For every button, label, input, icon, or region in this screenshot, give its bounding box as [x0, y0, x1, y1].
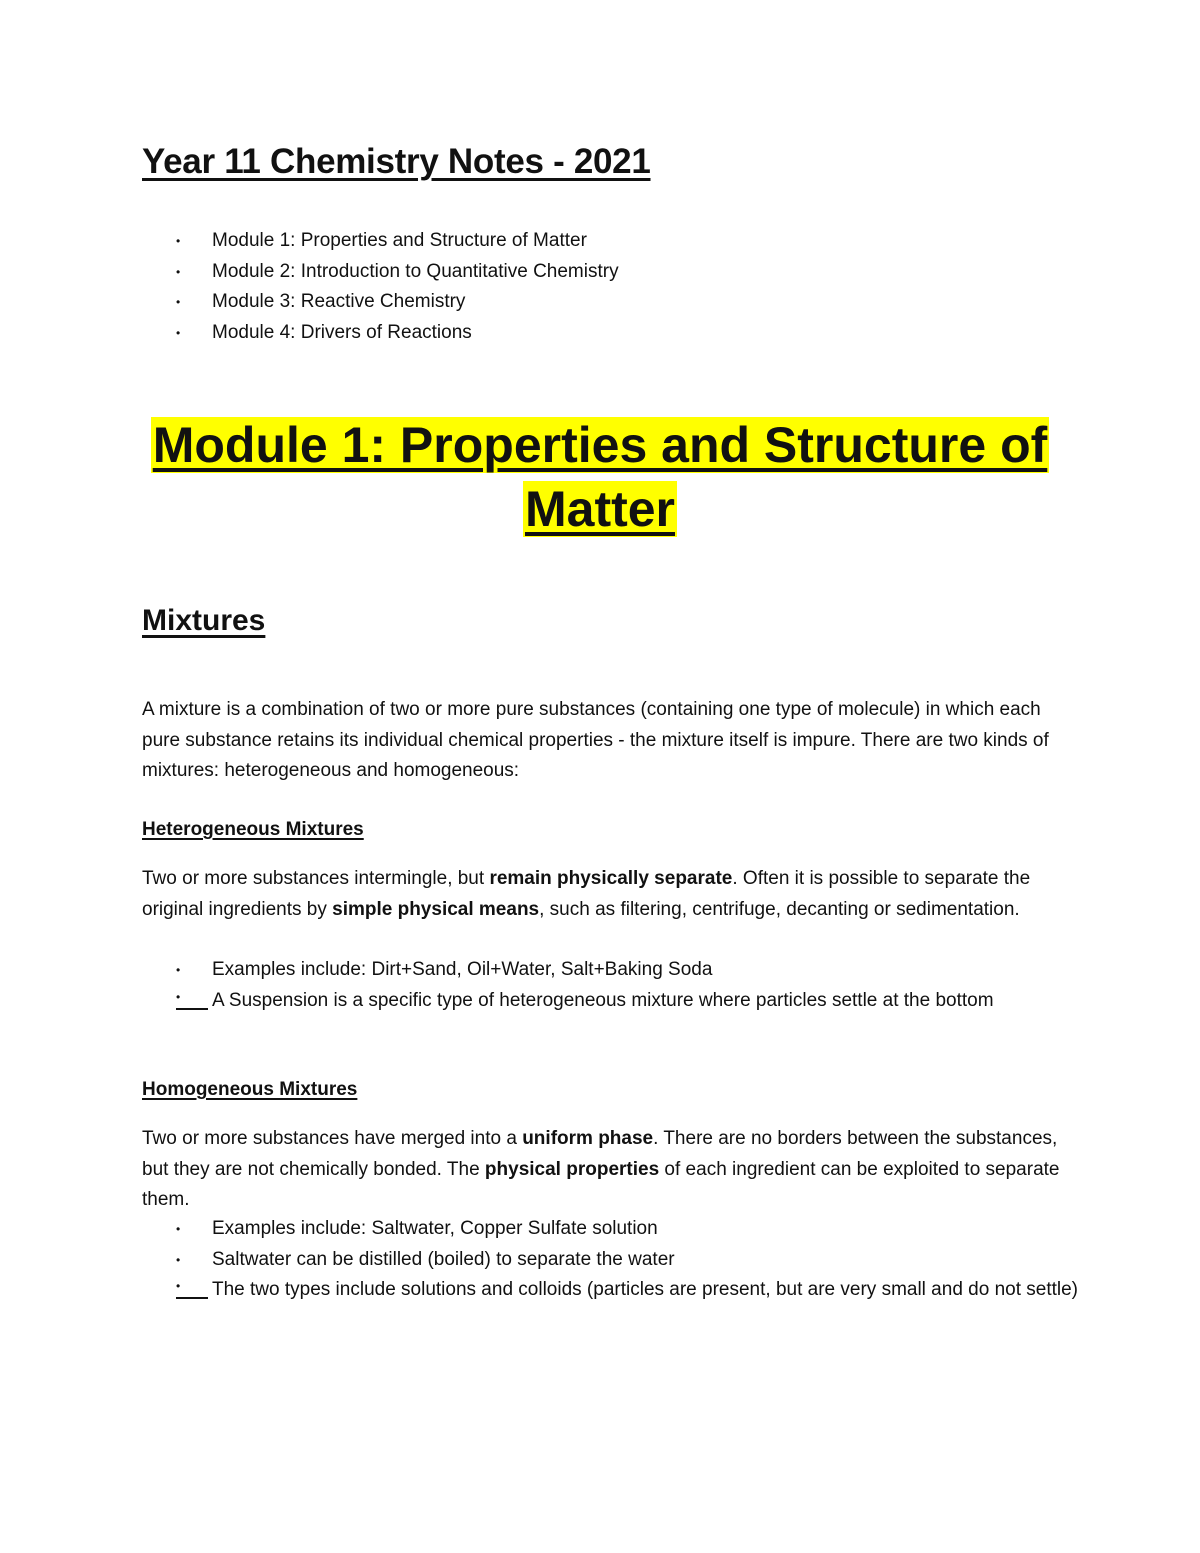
homogeneous-paragraph: Two or more substances have merged into a uniform phase. There are no borders between the substances, but they are not chemically bonded. The physical properties of each ingredient can be exploited to separate them.	[142, 1128, 1060, 1210]
toc-item: • Module 1: Properties and Structure of Matter	[142, 226, 619, 257]
bullet-icon: •	[176, 1275, 208, 1299]
bullet-icon: •	[176, 325, 181, 340]
heterogeneous-heading: Heterogeneous Mixtures	[142, 819, 364, 840]
document-title: Year 11 Chemistry Notes - 2021	[142, 142, 651, 181]
module-heading-line2: Matter	[524, 481, 676, 537]
homogeneous-bullets	[142, 1214, 1079, 1306]
bullet-icon: •	[176, 1222, 181, 1236]
list-item: • A Suspension is a specific type of heterogeneous mixture where particles settle at the bottom	[142, 986, 1062, 1017]
bullet-icon: •	[176, 234, 181, 248]
heterogeneous-paragraph: Two or more substances intermingle, but remain physically separate. Often it is possible to separate the original ingredients by simple physical means, such as filtering, centrifuge, decanting or sedimentation.	[142, 868, 1031, 920]
mixtures-intro: A mixture is a combination of two or more pure substances (containing one type of molecule) in which each pure substance retains its individual chemical properties - the mixture itself is impure. There are two kinds of mixtures: heterogeneous and homogeneous:	[142, 699, 1049, 781]
homogeneous-heading: Homogeneous Mixtures	[142, 1079, 358, 1100]
bullet-icon: •	[176, 1252, 181, 1267]
bullet-icon: •	[176, 264, 181, 279]
list-item: • The two types include solutions and colloids (particles are present, but are very small and do not settle)	[142, 1275, 1062, 1306]
list-item: • Examples include: Dirt+Sand, Oil+Water, Salt+Baking Soda	[142, 955, 1062, 986]
table-of-contents	[142, 226, 619, 348]
mixtures-heading: Mixtures	[142, 604, 266, 637]
bullet-icon: •	[176, 295, 181, 309]
toc-item: • Module 4: Drivers of Reactions	[142, 318, 619, 349]
list-item: • Saltwater can be distilled (boiled) to separate the water	[142, 1245, 1062, 1276]
bullet-icon: •	[176, 986, 208, 1010]
module-heading-line1: Module 1: Properties and Structure of	[152, 417, 1048, 473]
toc-item: • Module 2: Introduction to Quantitative Chemistry	[142, 257, 619, 288]
module-heading	[142, 413, 1058, 541]
heterogeneous-bullets	[142, 955, 1062, 1016]
list-item: • Examples include: Saltwater, Copper Sulfate solution	[142, 1214, 1062, 1245]
bullet-icon: •	[176, 963, 181, 977]
toc-item: • Module 3: Reactive Chemistry	[142, 287, 619, 318]
